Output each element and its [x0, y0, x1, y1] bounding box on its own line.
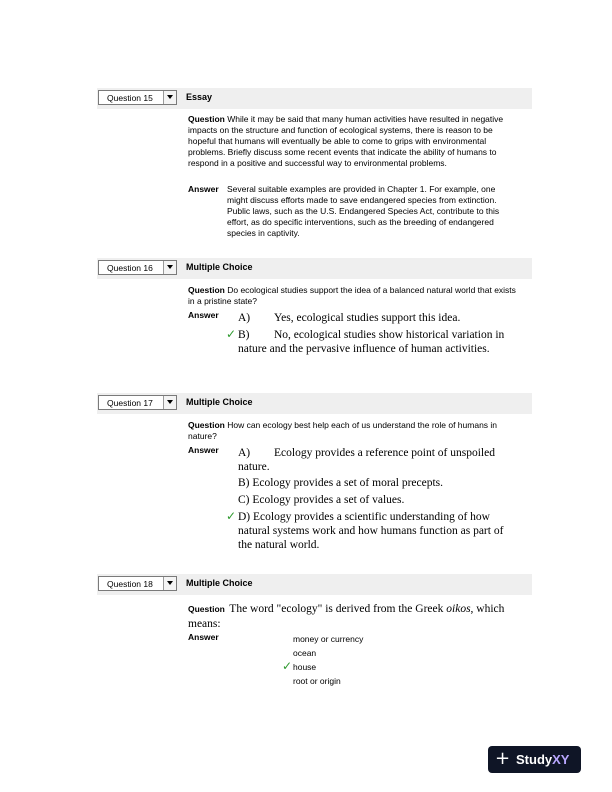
- question-text: The word "ecology" is derived from the Greek oikos, which means:: [188, 603, 505, 630]
- answer-option: root or origin: [293, 676, 341, 686]
- question-header: [97, 393, 532, 414]
- answer-option: money or currency: [293, 634, 364, 644]
- question-select-label: Question 15: [107, 93, 153, 103]
- question-type: Essay: [186, 92, 213, 102]
- answer-option: [238, 328, 518, 356]
- question-select[interactable]: [98, 260, 177, 275]
- question-block: [188, 285, 518, 307]
- answer-option: C) Ecology provides a set of values.: [238, 494, 405, 506]
- question-select[interactable]: [98, 576, 177, 591]
- answer-option: ocean: [293, 648, 317, 658]
- dropdown-button[interactable]: [163, 261, 176, 274]
- question-select[interactable]: [98, 90, 177, 105]
- answer-option: B) Ecology provides a set of moral precepts.: [238, 477, 444, 489]
- checkmark-icon: ✓: [282, 659, 293, 673]
- question-label: Question: [188, 114, 225, 124]
- question-header: [97, 258, 532, 279]
- question-text: Do ecological studies support the idea of a balanced natural world that exists in a pristine state?: [188, 285, 516, 306]
- chevron-down-icon: [167, 95, 173, 99]
- answer-label: Answer: [188, 184, 219, 194]
- question-label: Question: [188, 420, 225, 430]
- answer-label: Answer: [188, 310, 219, 320]
- dropdown-button[interactable]: [163, 577, 176, 590]
- question-select-label: Question 17: [107, 398, 153, 408]
- answer-option: [238, 446, 518, 474]
- logo-text: StudyXY: [516, 752, 570, 767]
- chevron-down-icon: [167, 265, 173, 269]
- question-block: [188, 420, 518, 442]
- answer-option: house: [293, 662, 317, 672]
- option-text: Yes, ecological studies support this idea.: [274, 312, 461, 324]
- answer-option: [238, 311, 518, 325]
- plus-icon: +: [495, 748, 511, 769]
- option-text: No, ecological studies show historical variation in nature and the pervasive influence of human activities.: [238, 329, 505, 355]
- question-type: Multiple Choice: [186, 397, 253, 407]
- checkmark-icon: ✓: [226, 327, 237, 341]
- question-block: [188, 601, 518, 631]
- question-type: Multiple Choice: [186, 578, 253, 588]
- question-label: Question: [188, 285, 225, 295]
- question-text: While it may be said that many human activities have resulted in negative impacts on the structure and function of ecological systems, there is reason to be hopeful that humans will eventually be able to come to grips with environmental problems. Briefly discuss some recent events that indicate the ability of humans to respond in a positive and successful way to environmental problems.: [188, 114, 504, 168]
- answer-option: D) Ecology provides a scientific understanding of how natural systems work and how humans function as part of the natural world.: [238, 511, 504, 551]
- studyxy-logo[interactable]: [488, 746, 581, 773]
- question-header: [97, 574, 532, 595]
- option-text: Ecology provides a reference point of unspoiled nature.: [238, 447, 495, 473]
- question-text: How can ecology best help each of us understand the role of humans in nature?: [188, 420, 498, 441]
- answer-label: Answer: [188, 632, 219, 642]
- dropdown-button[interactable]: [163, 91, 176, 104]
- question-block: [188, 114, 518, 169]
- option-letter: A): [238, 447, 251, 459]
- option-letter: A): [238, 312, 251, 324]
- question-label: Question: [188, 604, 225, 614]
- answer-text: Several suitable examples are provided in Chapter 1. For example, one might discuss efforts made to save endangered species from extinction. Public laws, such as the U.S. Endangered Species Act, contribute to this effort, as do specific interventions, such as the breeding of endangered species in captivity.: [227, 184, 500, 238]
- chevron-down-icon: [167, 581, 173, 585]
- checkmark-icon: ✓: [226, 509, 237, 523]
- question-text-italic: oikos: [446, 603, 471, 615]
- chevron-down-icon: [167, 400, 173, 404]
- answer-label: Answer: [188, 445, 219, 455]
- question-select[interactable]: [98, 395, 177, 410]
- dropdown-button[interactable]: [163, 396, 176, 409]
- question-header: [97, 88, 532, 109]
- question-select-label: Question 18: [107, 579, 153, 589]
- question-select-label: Question 16: [107, 263, 153, 273]
- option-letter: B): [238, 329, 250, 341]
- question-type: Multiple Choice: [186, 262, 253, 272]
